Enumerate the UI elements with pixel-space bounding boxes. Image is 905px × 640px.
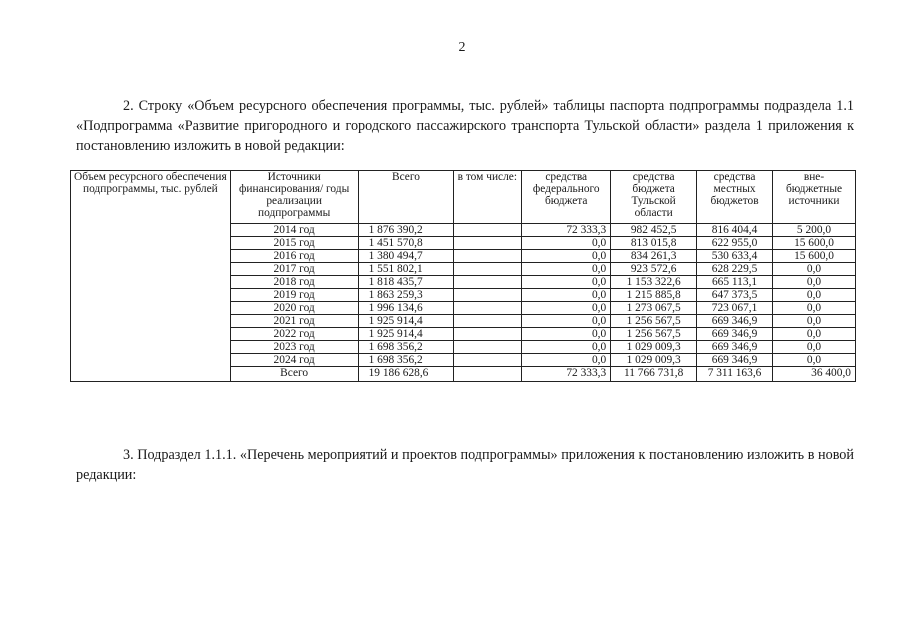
local-cell: 669 346,9 bbox=[697, 328, 773, 341]
local-cell: 647 373,5 bbox=[697, 289, 773, 302]
extra-cell: 15 600,0 bbox=[773, 237, 856, 250]
regional-cell: 1 029 009,3 bbox=[611, 354, 697, 367]
year-cell: 2017 год bbox=[230, 263, 358, 276]
total-cell: 19 186 628,6 bbox=[358, 367, 454, 382]
federal-cell: 72 333,3 bbox=[522, 367, 611, 382]
federal-cell: 72 333,3 bbox=[522, 224, 611, 237]
federal-cell: 0,0 bbox=[522, 289, 611, 302]
local-cell: 723 067,1 bbox=[697, 302, 773, 315]
extra-cell: 0,0 bbox=[773, 276, 856, 289]
budget-table bbox=[70, 170, 856, 382]
extra-cell: 0,0 bbox=[773, 315, 856, 328]
year-cell: 2020 год bbox=[230, 302, 358, 315]
page-number: 2 bbox=[458, 40, 466, 55]
regional-cell: 1 153 322,6 bbox=[611, 276, 697, 289]
extra-cell: 0,0 bbox=[773, 354, 856, 367]
empty-cell bbox=[454, 302, 522, 315]
federal-cell: 0,0 bbox=[522, 354, 611, 367]
empty-cell bbox=[454, 289, 522, 302]
local-cell: 669 346,9 bbox=[697, 354, 773, 367]
header-including: в том числе: bbox=[454, 171, 522, 224]
total-cell: 1 863 259,3 bbox=[358, 289, 454, 302]
header-regional: средства бюджета Тульской области bbox=[611, 171, 697, 224]
year-cell: 2023 год bbox=[230, 341, 358, 354]
year-cell: 2014 год bbox=[230, 224, 358, 237]
regional-cell: 1 256 567,5 bbox=[611, 315, 697, 328]
year-cell: 2022 год bbox=[230, 328, 358, 341]
federal-cell: 0,0 bbox=[522, 341, 611, 354]
local-cell: 7 311 163,6 bbox=[697, 367, 773, 382]
empty-cell bbox=[454, 367, 522, 382]
federal-cell: 0,0 bbox=[522, 263, 611, 276]
total-cell: 1 451 570,8 bbox=[358, 237, 454, 250]
local-cell: 622 955,0 bbox=[697, 237, 773, 250]
total-label-cell: Всего bbox=[230, 367, 358, 382]
total-cell: 1 925 914,4 bbox=[358, 315, 454, 328]
regional-cell: 923 572,6 bbox=[611, 263, 697, 276]
year-cell: 2016 год bbox=[230, 250, 358, 263]
federal-cell: 0,0 bbox=[522, 302, 611, 315]
regional-cell: 1 273 067,5 bbox=[611, 302, 697, 315]
regional-cell: 1 256 567,5 bbox=[611, 328, 697, 341]
year-cell: 2018 год bbox=[230, 276, 358, 289]
total-cell: 1 818 435,7 bbox=[358, 276, 454, 289]
extra-cell: 0,0 bbox=[773, 263, 856, 276]
row-header-cell: Объем ресурсного обеспечения подпрограммы, тыс. рублей bbox=[71, 171, 231, 382]
regional-cell: 11 766 731,8 bbox=[611, 367, 697, 382]
regional-cell: 813 015,8 bbox=[611, 237, 697, 250]
extra-cell: 0,0 bbox=[773, 289, 856, 302]
total-cell: 1 698 356,2 bbox=[358, 354, 454, 367]
local-cell: 530 633,4 bbox=[697, 250, 773, 263]
local-cell: 669 346,9 bbox=[697, 341, 773, 354]
extra-cell: 15 600,0 bbox=[773, 250, 856, 263]
extra-cell: 0,0 bbox=[773, 328, 856, 341]
extra-cell: 36 400,0 bbox=[773, 367, 856, 382]
local-cell: 628 229,5 bbox=[697, 263, 773, 276]
regional-cell: 834 261,3 bbox=[611, 250, 697, 263]
empty-cell bbox=[454, 276, 522, 289]
regional-cell: 982 452,5 bbox=[611, 224, 697, 237]
empty-cell bbox=[454, 237, 522, 250]
total-cell: 1 380 494,7 bbox=[358, 250, 454, 263]
empty-cell bbox=[454, 250, 522, 263]
federal-cell: 0,0 bbox=[522, 315, 611, 328]
total-cell: 1 925 914,4 bbox=[358, 328, 454, 341]
header-local: средства местных бюджетов bbox=[697, 171, 773, 224]
federal-cell: 0,0 bbox=[522, 328, 611, 341]
header-total: Всего bbox=[358, 171, 454, 224]
year-cell: 2021 год bbox=[230, 315, 358, 328]
header-federal: средства федерального бюджета bbox=[522, 171, 611, 224]
federal-cell: 0,0 bbox=[522, 250, 611, 263]
empty-cell bbox=[454, 341, 522, 354]
empty-cell bbox=[454, 315, 522, 328]
local-cell: 665 113,1 bbox=[697, 276, 773, 289]
year-cell: 2015 год bbox=[230, 237, 358, 250]
extra-cell: 0,0 bbox=[773, 302, 856, 315]
total-cell: 1 876 390,2 bbox=[358, 224, 454, 237]
table-header-row bbox=[71, 171, 856, 224]
extra-cell: 0,0 bbox=[773, 341, 856, 354]
year-cell: 2024 год bbox=[230, 354, 358, 367]
local-cell: 669 346,9 bbox=[697, 315, 773, 328]
extra-cell: 5 200,0 bbox=[773, 224, 856, 237]
year-cell: 2019 год bbox=[230, 289, 358, 302]
paragraph-3: 3. Подраздел 1.1.1. «Перечень мероприятий и проектов подпрограммы» приложения к постановлению изложить в новой редакции: bbox=[76, 447, 854, 483]
local-cell: 816 404,4 bbox=[697, 224, 773, 237]
empty-cell bbox=[454, 354, 522, 367]
total-cell: 1 698 356,2 bbox=[358, 341, 454, 354]
total-cell: 1 551 802,1 bbox=[358, 263, 454, 276]
empty-cell bbox=[454, 263, 522, 276]
header-source: Источники финансирования/ годы реализации подпрограммы bbox=[230, 171, 358, 224]
empty-cell bbox=[454, 328, 522, 341]
header-extra: вне-бюджетные источники bbox=[773, 171, 856, 224]
empty-cell bbox=[454, 224, 522, 237]
paragraph-2: 2. Строку «Объем ресурсного обеспечения программы, тыс. рублей» таблицы паспорта подпрограммы подраздела 1.1 «Подпрограмма «Развитие пригородного и городского пассажирского транспорта Тульской области» раздела 1 приложения к постановлению изложить в новой редакции: bbox=[76, 98, 854, 154]
federal-cell: 0,0 bbox=[522, 237, 611, 250]
total-cell: 1 996 134,6 bbox=[358, 302, 454, 315]
regional-cell: 1 215 885,8 bbox=[611, 289, 697, 302]
federal-cell: 0,0 bbox=[522, 276, 611, 289]
regional-cell: 1 029 009,3 bbox=[611, 341, 697, 354]
